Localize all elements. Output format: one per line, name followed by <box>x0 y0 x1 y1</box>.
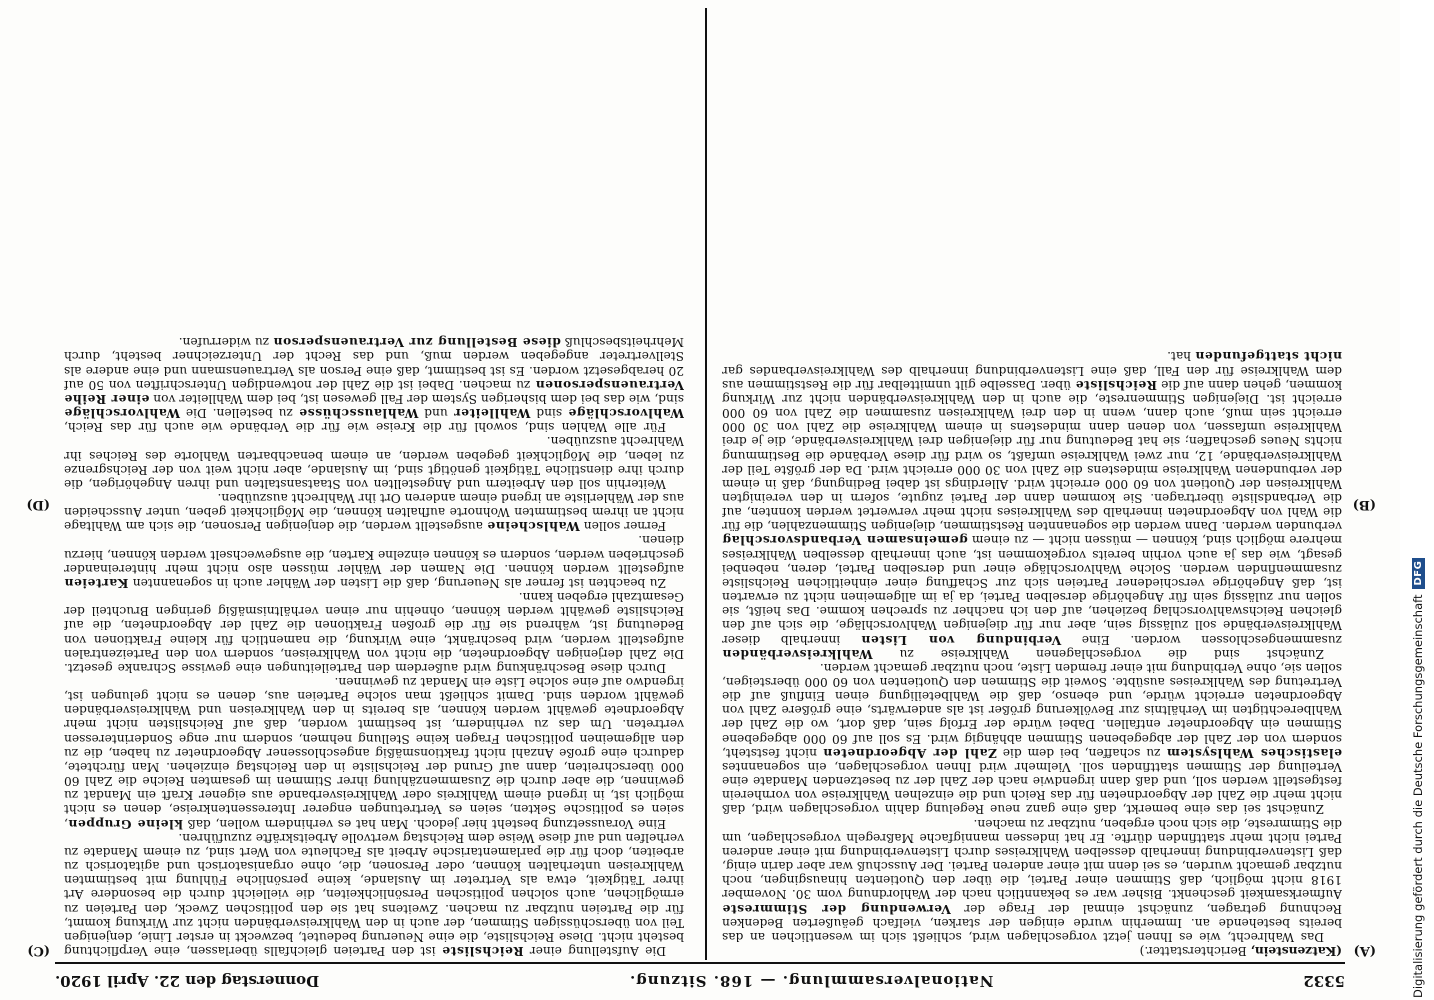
paragraph: Zunächst sind die vorgeschlagenen Wahlkreise zu Wahlkreisverbänden zusammengeschlossen worden. Eine Verbindung von Listen innerhalb dieser Wahlkreisverbände soll zulässig sein, aber nur für diejenigen Wahlvorschläge, die sich auf den gleichen Reichswahlvorschlag beziehen, auf den ich nachher zu sprechen komme. Das heißt, sie sollen nur zulässig sein für Angehörige derselben Partei, da ja im allgemeinen nicht zu erwarten ist, daß Angehörige verschiedener Parteien sich zur Schaffung einer einheitlichen Reichsliste zusammenfinden werden. Solche Wahlvorschläge einer und derselben Partei, deren, nebenbei gesagt, wie das ja auch vorhin bereits vorgekommen ist, auch innerhalb desselben Wahlkreises mehrere möglich sind, können — müssen nicht — zu einem gemeinsamen Verbandsvorschlag verbunden werden. Dann werden die sogenannten Reststimmen, diejenigen Stimmenzahlen, die für die Wahl von Abgeordneten innerhalb des Wahlkreises nicht mehr verwertet werden konnten, auf die Verbandsliste übertragen. Sie kommen dann der Partei zugute, sofern in den vereinigten Wahlkreisen der Quotient von 60 000 erreicht wird. Allerdings ist dabei Bedingung, daß in einem der verbundenen Wahlkreise mindestens die Zahl von 30 000 erreicht wird. Da der größte Teil der Wahlkreisverbände, 12, nur zwei Wahlkreise umfaßt, so wird für diese Verbände die Bestimmung nichts Neues geschaffen; sie hat Bedeutung nur für diejenigen drei Wahlkreisverbände, die je drei Wahlkreise umfassen, von denen dann mindestens in einem Wahlkreise die Zahl von 30 000 erreicht sein muß, auch dann, wenn in den drei Wahlkreisen zusammen die Zahl von 60 000 erreicht ist. Diejenigen Stimmenreste, die auch in den Wahlkreisverbänden nicht zur Wirkung kommen, gehen dann auf die Reichsliste über. Dasselbe gilt unmittelbar für die Reststimmen aus dem Wahlkreise für den Fall, daß eine Listenverbindung innerhalb des Wahlkreisverbandes gar nicht stattgefunden hat. <box>722 349 1342 661</box>
paragraph: Eine Voraussetzung besteht hier jedoch. Man hat es verhindern wollen, daß kleine Gruppen, seien es politische Sekten, seien es Vertretungen engerer Interessentenkreise, denen es nicht möglich ist, in irgend einem Wahlkreis oder Wahlkreisverbande aus eigener Kraft ein Mandat zu gewinnen, die aber durch die Zusammenzählung ihrer Stimmen im gesamten Reiche die Zahl 60 000 überschreiten, dann auf Grund der Reichsliste in den Reichstag einziehen. Man fürchtete, dadurch eine große Anzahl nicht fraktionsmäßig angeschlossener Abgeordneter zu haben, die zu den allgemeinen politischen Fragen keine Stellung nehmen, sondern nur enge Sonderinteressen vertreten. Um das zu verhindern, ist bestimmt worden, daß auf Reichslisten nicht mehr Abgeordnete gewählt werden können, als bereits in den Wahlkreisen und Wahlkreisverbänden gewählt worden sind. Damit schließt man solche Parteien aus, denen es nicht gelungen ist, irgendwo auf eine solche Liste ein Mandat zu gewinnen. <box>64 675 684 831</box>
paragraph: Die Aufstellung einer Reichsliste ist den Parteien gleichfalls überlassen, eine Verpflichtung besteht nicht. Diese Reichsliste, die eine Neuerung bedeutet, bezweckt in erster Linie, denjenigen Teil von überschüssigen Stimmen, der auch in den Wahlkreisverbänden nicht zur Wirkung kommt, für die Parteien nutzbar zu machen. Zweitens hat sie den politischen Zweck, den Parteien zu ermöglichen, auch solchen politischen Persönlichkeiten, die vielleicht durch die besondere Art ihrer Tätigkeit, etwa als Vertreter im Auslande, keine persönliche Fühlung mit bestimmten Wahlkreisen unterhalten können, oder Personen, die, ohne organisatorisch und agitatorisch zu arbeiten, doch für die parlamentarische Arbeit als Fachleute von Wert sind, zu einem Mandate zu verhelfen und auf diese Weise dem Reichstag wertvolle Arbeitskräfte zuzuführen. <box>64 830 684 958</box>
left-column <box>722 8 1342 958</box>
margin-mark-a: (A) <box>1353 943 1376 958</box>
digitization-credit <box>1408 8 1428 998</box>
paragraph: Ferner sollen Wahlscheine ausgestellt werden, die denjenigen Personen, die sich am Wahltage nicht an ihrem bestimmten Wohnorte aufhalten können, die Möglichkeit geben, unter Ausscheiden aus der Wählerliste an irgend einem anderen Ort ihr Wahlrecht auszuüben. <box>64 491 684 534</box>
margin-mark-b: (B) <box>1352 497 1376 512</box>
margin-mark-c: (C) <box>27 943 50 958</box>
page-header <box>55 962 1345 990</box>
paragraph: Zunächst sei das eine bemerkt, daß eine ganz neue Regelung dahin vorgeschlagen wird, daß nicht mehr die Zahl der Abgeordneten für das Reich und die einzelnen Wahlkreise von vornherein festgestellt werden soll, und daß dann irgendwie nach der Zahl der zu besetzenden Mandate eine Verteilung der Stimmen stattfinden soll. Vielmehr wird Ihnen vorgeschlagen, ein sogenanntes elastisches Wahlsystem zu schaffen, bei dem die Zahl der Abgeordneten nicht feststeht, sondern von der Zahl der abgegebenen Stimmen abhängig wird. Es soll auf 60 000 abgegebene Stimmen ein Abgeordneter entfallen. Dabei würde der Erfolg sein, daß dort, wo die Zahl der Wahlberechtigten im Verhältnis zur Bevölkerung größer ist als anderwärts, eine größere Zahl von Abgeordneten erreicht würde, und ebenso, daß die Wahlbeteiligung einen Einfluß auf die Vertretung des Wahlkreises ausübte. Soweit die Stimmen den Quotienten von 60 000 übersteigen, sollen sie, ohne Verbindung mit einer fremden Liste, noch nutzbar gemacht werden. <box>722 660 1342 817</box>
dfg-logo: DFG <box>1412 558 1425 589</box>
credit-text: Digitalisierung gefördert durch die Deutsche Forschungsgemeinschaft <box>1411 594 1425 998</box>
paragraph: Durch diese Beschränkung wird außerdem den Parteileitungen eine gewisse Schranke gesetzt. Die Zahl derjenigen Abgeordneten, die nicht von Wahlkreisen, sondern von den Parteizentralen aufgestellt werden, wird beschränkt, eine Wirkung, die namentlich für kleine Fraktionen von Bedeutung ist, während sie für die großen Fraktionen die Zahl der Abgeordneten, die auf Reichsliste gewählt werden können, ohnehin nur einen verhältnismäßig geringen Bruchteil der Gesamtzahl ergeben kann. <box>64 590 684 675</box>
margin-mark-d: (D) <box>26 497 50 512</box>
paragraph: Weiterhin soll den Arbeitern und Angestellten von Staatsanstalten und ihren Angehörigen, die durch ihre dienstliche Tätigkeit genötigt sind, im Auslande, aber nicht weit von der Reichsgrenze zu leben, die Möglichkeit gegeben werden, an einem benachbarten Wahlorte des Reiches ihr Wahlrecht auszuüben. <box>64 434 684 491</box>
speaker-line: (Katzenstein, Berichterstatter.) <box>1139 944 1342 958</box>
header-title: Nationalversammlung. — 168. Sitzung. <box>629 972 994 990</box>
header-date: Donnerstag den 22. April 1920. <box>55 972 320 990</box>
right-column <box>64 8 684 958</box>
page-number: 5332 <box>1303 972 1345 990</box>
paragraph: Zu beachten ist ferner als Neuerung, daß die Listen der Wähler auch in sogenannten Karteien aufgestellt werden können. Die Namen der Wähler müssen also nicht mehr hintereinander geschrieben werden, sondern es können einzelne Karten, die ausgewechselt werden können, hierzu dienen. <box>64 533 684 590</box>
paragraph: Das Wahlrecht, wie es Ihnen jetzt vorgeschlagen wird, schließt sich im wesentlichen an das bereits bestehende an. Immerhin wurde einigen der starken, vielfach geäußerten Bedenken Rechnung getragen, zunächst einmal der Frage der Verwendung der Stimmreste Aufmerksamkeit geschenkt. Bisher war es bekanntlich nach der Wahlordnung vom 30. November 1918 nicht möglich, daß Stimmen einer Partei, die über den Quotienten hinausgingen, noch nutzbar gemacht wurden, es sei denn mit einer anderen Partei. Der Ausschuß war aber darin einig, daß Listenverbindung innerhalb desselben Wahlkreises durch Listenverbindung mit einer anderen Partei nicht mehr stattfinden dürfte. Er hat indessen mannigfache Maßregeln vorgeschlagen, um die Stimmreste, die sich noch ergeben, nutzbar zu machen. <box>722 816 1342 944</box>
column-divider <box>705 8 707 960</box>
paragraph: Für alle Wahlen sind, sowohl für die Kreise wie für die Verbände wie auch für das Reich, Wahlvorschläge sind Wahlleiter und Wahlausschüsse zu bestellen. Die Wahlvorschläge sind, wie das bei dem bisherigen System der Fall gewesen ist, bei dem Wahlleiter von einer Reihe Vertrauenspersonen zu machen. Dabei ist die Zahl der notwendigen Unterschriften von 50 auf 20 herabgesetzt worden. Es ist bestimmt, daß eine Person als Vertrauensmann und eine andere als Stellvertreter angegeben werden muß, und das Recht der Unterzeichner besteht, durch Mehrheitsbeschluß diese Bestellung zur Vertrauensperson zu widerrufen. <box>64 335 684 435</box>
speaker-name: (Katzenstein, <box>1250 944 1342 958</box>
